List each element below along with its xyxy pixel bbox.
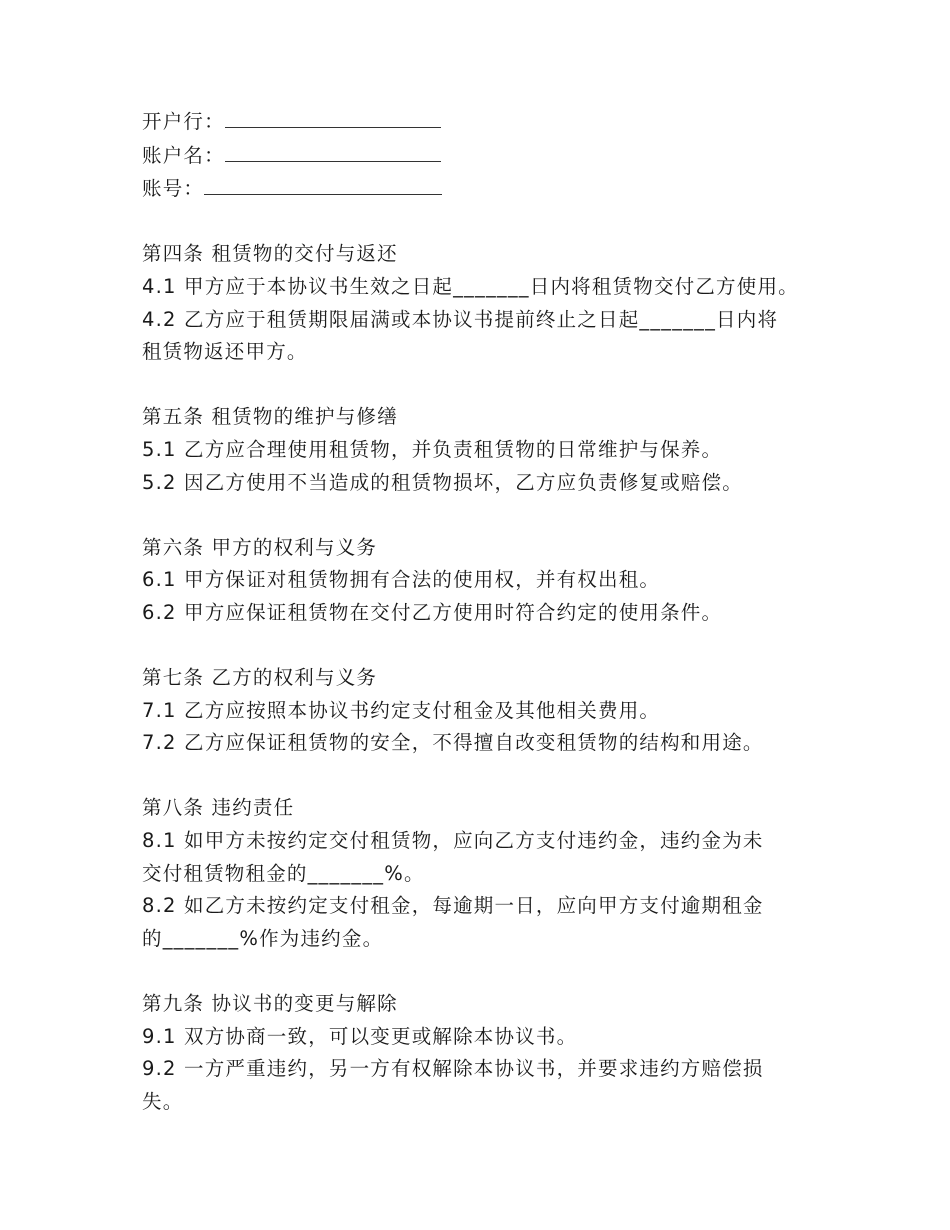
account-number-blank <box>204 172 442 195</box>
clause-line: 7.1 乙方应按照本协议书约定支付租金及其他相关费用。 <box>142 698 661 722</box>
account-name-label: 账户名： <box>142 143 225 167</box>
article-8 <box>142 792 842 955</box>
account-name-blank <box>225 139 441 162</box>
bank-blank <box>225 105 441 128</box>
account-name-field <box>142 139 842 173</box>
article-heading: 第六条 甲方的权利与义务 <box>142 535 378 559</box>
article-heading: 第五条 租赁物的维护与修缮 <box>142 405 398 429</box>
clause-line: 交付租赁物租金的_______%。 <box>142 861 425 885</box>
clause-line: 4.1 甲方应于本协议书生效之日起_______日内将租赁物交付乙方使用。 <box>142 274 799 298</box>
article-heading: 第七条 乙方的权利与义务 <box>142 666 378 690</box>
bank-field <box>142 105 842 139</box>
clause-line: 失。 <box>142 1089 184 1113</box>
article-9 <box>142 988 842 1118</box>
article-4 <box>142 238 842 368</box>
clause-line: 8.2 如乙方未按约定支付租金，每逾期一日，应向甲方支付逾期租金 <box>142 894 764 918</box>
article-heading: 第八条 违约责任 <box>142 796 295 820</box>
article-5 <box>142 401 842 499</box>
clause-line: 8.1 如甲方未按约定交付租赁物，应向乙方支付违约金，违约金为未 <box>142 829 764 853</box>
article-heading: 第四条 租赁物的交付与返还 <box>142 242 398 266</box>
document-body <box>142 105 842 1118</box>
clause-line: 的_______%作为违约金。 <box>142 926 384 950</box>
clause-line: 6.2 甲方应保证租赁物在交付乙方使用时符合约定的使用条件。 <box>142 600 723 624</box>
article-7 <box>142 662 842 760</box>
clause-line: 7.2 乙方应保证租赁物的安全，不得擅自改变租赁物的结构和用途。 <box>142 731 764 755</box>
clause-line: 5.2 因乙方使用不当造成的租赁物损坏，乙方应负责修复或赔偿。 <box>142 470 743 494</box>
article-heading: 第九条 协议书的变更与解除 <box>142 992 398 1016</box>
account-number-label: 账号： <box>142 177 205 201</box>
clause-line: 租赁物返还甲方。 <box>142 340 308 364</box>
clause-line: 6.1 甲方保证对租赁物拥有合法的使用权，并有权出租。 <box>142 568 661 592</box>
bank-label: 开户行： <box>142 110 225 133</box>
clause-line: 9.2 一方严重违约，另一方有权解除本协议书，并要求违约方赔偿损 <box>142 1057 764 1081</box>
clause-line: 5.1 乙方应合理使用租赁物，并负责租赁物的日常维护与保养。 <box>142 437 723 461</box>
article-6 <box>142 532 842 630</box>
clause-line: 9.1 双方协商一致，可以变更或解除本协议书。 <box>142 1024 578 1048</box>
clause-line: 4.2 乙方应于租赁期限届满或本协议书提前终止之日起_______日内将 <box>142 307 779 331</box>
account-number-field <box>142 172 842 206</box>
